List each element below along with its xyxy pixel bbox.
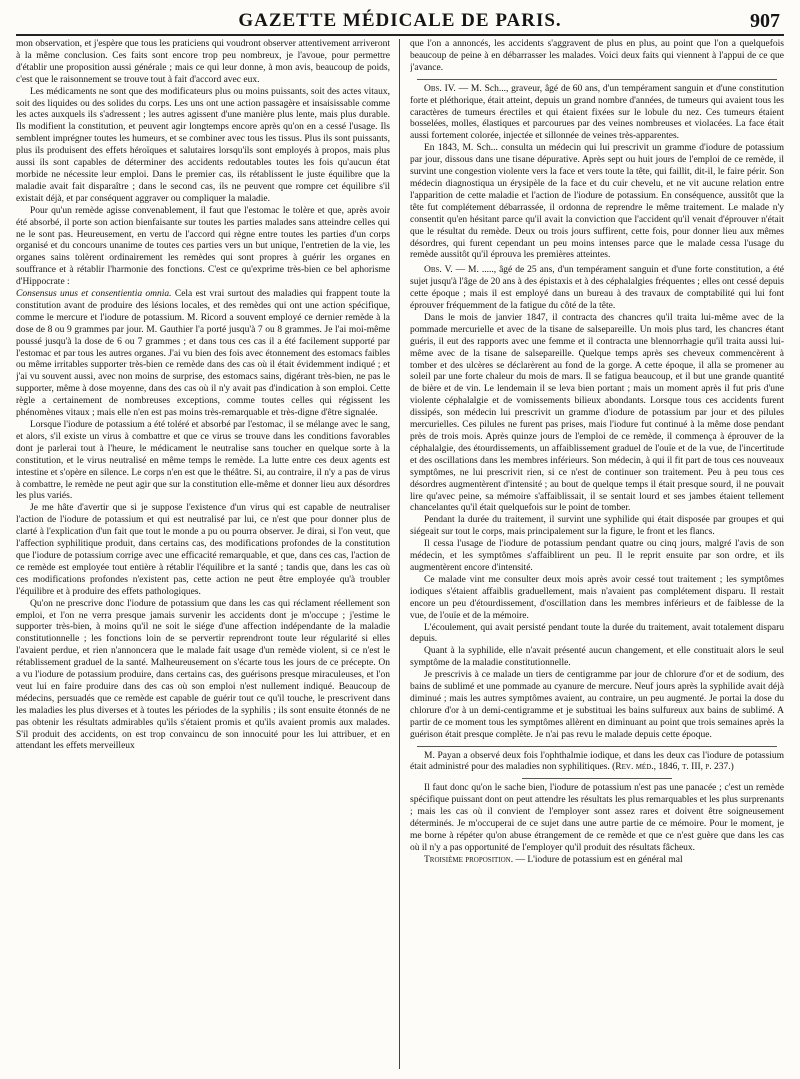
paragraph	[410, 751, 784, 775]
paragraph: Ce malade vint me consulter deux mois après avoir cessé tout traitement ; les symptômes iodiques s'étaient affaiblis graduellement, mais n'avaient pas complétement disparu. Il restait encore un peu d'étourdissement, d'oscillation dans les membres inférieurs et de faiblesse de la vue, de l'ouïe et de la mémoire.	[410, 574, 784, 621]
observation-text: — M. ....., âgé de 25 ans, d'un tempérament sanguin et d'une forte constitution, a été sujet jusqu'à l'âge de 20 ans à des épistaxis et à des céphalalgies fréquentes ; elles ont cessé depuis cette époque ; mais il est employé dans un bureau à des travaux de comptabilité qui lui font éprouver fréquemment de la fatigue du côté de la tête.	[410, 265, 784, 312]
paragraph: Quant à la syphilide, elle n'avait présenté aucun changement, et elle constituait alors le seul symptôme de la maladie constitutionnelle.	[410, 646, 784, 669]
left-column	[16, 39, 400, 1069]
observation-text: — M. Sch..., graveur, âgé de 60 ans, d'un tempérament sanguin et d'une constitution forte et pléthorique, était atteint, depuis un grand nombre d'années, de tumeurs qui avaient tous les caractères de tumeurs érectiles et qui étaient fixées sur le lobule du nez. Ces tumeurs étaient bosselées, molles, élastiques et parcourues par des veines nombreuses et violacées. La face était aussi fortement colorée, injectée et sillonnée de veines très-apparentes.	[410, 83, 784, 142]
proposition-text: — L'iodure de potassium est en général mal	[513, 854, 683, 865]
journal-title: GAZETTE MÉDICALE DE PARIS.	[238, 10, 562, 31]
latin-aphorism: Consensus unus et consentientia omnia.	[16, 289, 172, 300]
paragraph: Je me hâte d'avertir que si je suppose l'existence d'un virus qui est capable de neutraliser l'action de l'iodure de potassium et qui est neutralisé par lui, ce n'est que pour donner plus de clarté à l'explication d'un fait que tout le monde a pu ou pourra observer. Je dirai, si l'on veut, que l'affection syphilitique produit, dans certains cas, des modifications profondes de la constitution que l'iodure de potassium corrige avec une efficacité remarquable, et que, dans ces cas, l'action de ce remède est employée tout entière à rétablir l'équilibre et la santé ; tandis que, dans les cas où ces modifications profondes n'existent pas, cette action ne peut être employée qu'à troubler l'équilibre et à produire des effets pathologiques.	[16, 503, 390, 597]
paragraph: Pour qu'un remède agisse convenablement, il faut que l'estomac le tolère et que, après avoir été absorbé, il porte son action bienfaisante sur toutes les parties malades sans atteindre celles qui ne le sont pas. Heureusement, en vertu de l'accord qui règne entre toutes les parties d'un corps organisé et du concours unanime de toutes ces parties vers un but unique, l'entretien de la vie, les organes sains tolèrent ordinairement les remèdes qui sont propres à guérir les organes en souffrance et à rétablir l'harmonie des fonctions. C'est ce qu'exprime très-bien ce bel aphorisme d'Hippocrate :	[16, 205, 390, 288]
short-divider	[522, 778, 672, 779]
right-column	[410, 39, 784, 1069]
paragraph: Lorsque l'iodure de potassium a été toléré et absorbé par l'estomac, il se mélange avec le sang, et alors, s'il existe un virus à combattre et que ce virus se trouve dans les conditions favorables dont je parlerai tout à l'heure, le médicament le neutralise sans toucher en quelque sorte à la constitution, et le virus neutralisé en même temps le remède. La lutte entre ces deux agents est intestine et s'opère en silence. Le corps n'en est que le théâtre. Si, au contraire, il n'y a pas de virus à combattre, le remède ne peut agir que sur la constitution elle-même et donner lieu aux désordres les plus variés.	[16, 420, 390, 502]
paragraph: Qu'on ne prescrive donc l'iodure de potassium que dans les cas qui réclament réellement son emploi, et l'on ne verra presque jamais survenir les accidents dont je m'occupe ; j'estime le supporter très-bien, à moins qu'il ne soit le siége d'une affection indépendante de la maladie constitutionnelle ; les fonctions loin de se pervertir reprendront toute leur régularité si elles l'avaient perdue, et rien n'annoncera que le malade fait usage d'un remède violent, si ce n'est le rétablissement graduel de la santé. Malheureusement on s'écarte tous les jours de ce précepte. On a vu l'iodure de potassium produire, dans certains cas, des guérisons presque miraculeuses, et l'on veut lui en faire produire dans des cas où son emploi n'est nullement indiqué. Beaucoup de médecins, persuadés que ce remède est capable de guérir tout ce qu'il touche, le prescrivent dans les maladies les plus diverses et à toutes les périodes de la syphilis ; ils sont ensuite étonnés de ne pas obtenir les résultats admirables qu'ils s'étaient promis et qu'ils avaient promis aux malades. S'il produit des accidents, on est trop convaincu de son innocuité pour les lui attribuer, et en attendant les effets merveilleux	[16, 598, 390, 752]
paragraph: Je prescrivis à ce malade un tiers de centigramme par jour de chlorure d'or et de sodium, des bains de sublimé et une pommade au cyanure de mercure. Neuf jours après la syphilide avait déjà diminué ; mais les autres symptômes avaient, au contraire, un peu augmenté. Je portai la dose du chlorure d'or à un demi-centigramme et je substituai les bains sulfureux aux bains de sublimé. A partir de ce moment tous les symptômes allèrent en diminuant au point que trois semaines après la guérison était presque complète. Je n'ai pas revu le malade depuis cette époque.	[410, 670, 784, 740]
observation-label: Obs. IV.	[424, 83, 456, 94]
paragraph-continuation: Cela est vrai surtout des maladies qui frappent toute la constitution avant de produire des lésions locales, et des remèdes qui ont une action spécifique, comme le mercure et l'iodure de potassium. M. Ricord a souvent employé ce dernier remède à la dose de 8 ou 9 grammes par jour. M. Gauthier l'a porté jusqu'à 7 ou 8 grammes. Je l'ai moi-même poussé jusqu'à la dose de 6 ou 7 grammes ; et dans tous ces cas il a été facilement supporté par l'estomac et par tous les autres organes. J'ai vu bien des fois avec étonnement des estomacs faibles ou même irritables supporter très-bien ce remède dans des cas où il était évidemment indiqué ; et j'ai vu souvent aussi, avec non moins de surprise, des estomacs sains, digérant très-bien, ne pas le supporter, même à dose moyenne, dans des cas où il n'y avait pas d'indication à son emploi. Cette règle a certainement de nombreuses exceptions, comme toutes celles qui régissent les phénomènes vitaux ; mais elle n'en est pas moins très-remarquable et très-digne d'être signalée.	[16, 289, 390, 419]
reference-close: )	[730, 762, 734, 773]
paragraph: Il cessa l'usage de l'iodure de potassium pendant quatre ou cinq jours, malgré l'avis de son médecin, et les symptômes s'affaiblirent un peu. Il le reprit ensuite par son ordre, et ils augmentèrent encore d'intensité.	[410, 539, 784, 573]
proposition-label: Troisième proposition.	[424, 854, 514, 865]
paragraph: Pendant la durée du traitement, il survint une syphilide qui était disposée par groupes et qui siégeait sur tout le corps, mais principalement sur la figure, le front et les flancs.	[410, 515, 784, 538]
divider	[417, 79, 776, 80]
journal-reference: Rev. méd., 1846, t. III, p. 237.	[615, 762, 731, 773]
paragraph: mon observation, et j'espère que tous les praticiens qui voudront observer attentivement arriveront à la même conclusion. Ces faits sont encore trop peu nombreux, je l'avoue, pour permettre d'établir une proposition aussi générale ; mais ce qui leur donne, à mon avis, beaucoup de poids, c'est que le raisonnement se trouve tout à fait d'accord avec eux.	[16, 39, 390, 85]
paragraph: Dans le mois de janvier 1847, il contracta des chancres qu'il traita lui-même avec de la pommade mercurielle et avec de la tisane de salsepareille. Un mois plus tard, les chancres étant guéris, il eut des rapports avec une femme et il contracta une blennorrhagie qu'il traita aussi lui-même avec de la tisane de salsepareille. Quelque temps après ses cheveux commencèrent à tomber et des ulcères se déclarèrent au fond de la gorge. A cette époque, il alla se promener au soleil par une forte chaleur du mois de mars. Il se fatigua beaucoup, et il but une grande quantité de bière et de vin. Le lendemain il se leva bien portant ; mais un moment après il fut pris d'une violente céphalalgie et de vomissements bilieux abondants. Lorsque tous ces accidents furent dissipés, son médecin lui prescrivit un gramme d'iodure de potassium par jour et des pilules mercurielles. Ces pilules ne furent pas prises, mais l'iodure fut continué à la même dose pendant près de trois mois. Après quinze jours de l'emploi de ce remède, il commença à éprouver de la céphalalgie, des étourdissements, un affaiblissement graduel de l'ouïe et de la vue, de l'incertitude et des oscillations dans les membres inférieurs. Son médecin, à qui il fit part de tous ces nouveaux symptômes, ne lui prescrivit rien, si ce n'est de continuer son traitement. Peu à peu tous ces désordres augmentèrent d'intensité ; au bout de quelque temps il était presque sourd, il ne pouvait lire qu'avec peine, sa mémoire s'affaiblissait, il se sentait lourd et ses jambes étaient tellement chancelantes qu'il était quelquefois sur le point de tomber.	[410, 312, 784, 514]
page-header	[16, 8, 784, 36]
paragraph: Les médicaments ne sont que des modificateurs plus ou moins puissants, soit des actes vitaux, soit des liquides ou des solides du corps. Les uns ont une action passagère et insaisissable comme les actes auxquels ils s'adressent ; les autres agissent d'une manière plus lente, mais plus durable. Ils modifient la constitution, et peuvent agir longtemps encore après qu'on en a cessé l'usage. Ils semblent imprégner toutes les humeurs, et se combiner avec tous les tissus. Plus ils sont puissants, plus ils produisent des effets héroïques et salutaires lorsqu'ils sont employés à propos, mais plus aussi ils sont capables de déterminer des accidents redoutables toutes les fois qu'aucun état morbide ne nécessite leur emploi. Dans le premier cas, ils rétablissent le juste équilibre que la maladie avait fait disparaître ; dans le second cas, ils ne peuvent que rompre cet équilibre s'il existait déjà, et par conséquent aggraver ou compliquer la maladie.	[16, 86, 390, 204]
observation-label: Obs. V.	[424, 265, 453, 276]
page-number: 907	[750, 10, 780, 32]
paragraph: Il faut donc qu'on le sache bien, l'iodure de potassium n'est pas une panacée ; c'est un remède spécifique puissant dont on peut attendre les résultats les plus remarquables et les plus surprenants ; mais les cas où il convient de l'employer sont assez rares et doivent être soigneusement déterminés. Je m'occuperai de ce sujet dans une autre partie de ce mémoire. Pour le moment, je me borne à répéter qu'on abuse étrangement de ce remède et que ce n'est guère que dans les cas où il n'y a pas opportunité de l'employer qu'il produit des résultats fâcheux.	[410, 783, 784, 853]
paragraph: En 1843, M. Sch... consulta un médecin qui lui prescrivit un gramme d'iodure de potassium par jour, dissous dans une tisane dépurative. Après sept ou huit jours de l'emploi de ce remède, il survint une congestion violente vers la face et vers toute la tête, qui faillit, dit-il, le faire périr. Son médecin diagnostiqua un érysipèle de la face et du cuir chevelu, et ne vit aucune relation entre l'apparition de cette maladie et l'action de l'iodure de potassium. En conséquence, aussitôt que la tête fut complétement débarrassée, il ordonna de reprendre le même traitement. Le malade n'y consentit qu'en hésitant parce qu'il avait la conviction que l'accident qu'il venait d'éprouver n'était que le résultat du remède. Deux ou trois jours suffirent, cette fois, pour donner lieu aux mêmes désordres, qui furent cependant un peu moins intenses parce que le malade cessa l'usage du remède aussitôt qu'il éprouva les premières atteintes.	[410, 143, 784, 261]
paragraph-text: M. Payan a observé deux fois l'ophthalmie iodique, et dans les deux cas l'iodure de potassium était administré pour des maladies non syphilitiques. (	[410, 750, 784, 773]
observation-5	[410, 265, 784, 313]
observation-4	[410, 84, 784, 144]
third-proposition	[410, 855, 784, 867]
divider	[417, 746, 776, 747]
paragraph: L'écoulement, qui avait persisté pendant toute la durée du traitement, avait totalement disparu depuis.	[410, 622, 784, 645]
text-columns	[16, 39, 784, 1069]
paragraph: que l'on a annoncés, les accidents s'aggravent de plus en plus, au point que l'on a quelquefois beaucoup de peine à en débarrasser les malades. Voici deux faits qui viennent à l'appui de ce que j'avance.	[410, 39, 784, 73]
paragraph	[16, 289, 390, 420]
